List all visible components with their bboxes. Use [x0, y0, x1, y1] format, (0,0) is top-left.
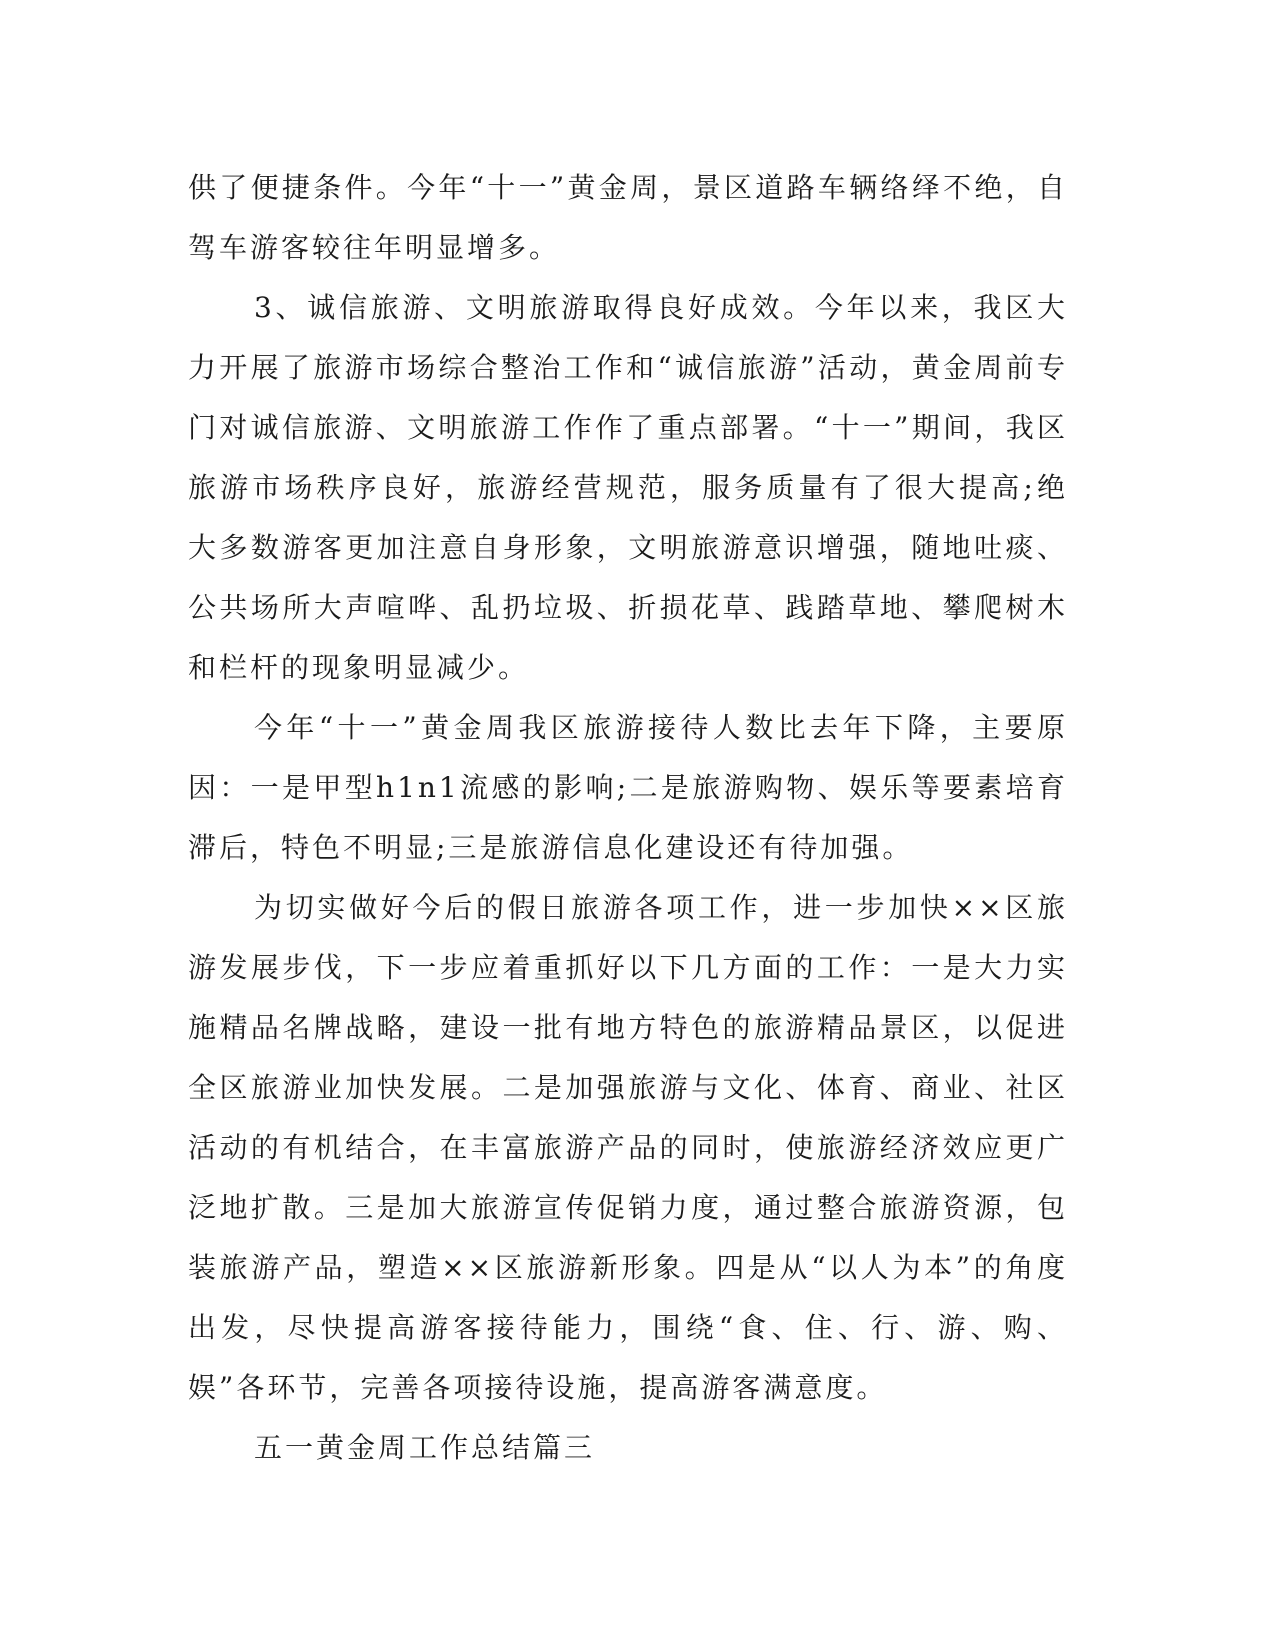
paragraph-continuation: 供了便捷条件。今年“十一”黄金周，景区道路车辆络绎不绝，自驾车游客较往年明显增多。 [188, 171, 1068, 264]
document-body [188, 158, 1068, 1478]
paragraph-integrity-tourism: 3、诚信旅游、文明旅游取得良好成效。今年以来，我区大力开展了旅游市场综合整治工作和“诚信旅游”活动，黄金周前专门对诚信旅游、文明旅游工作作了重点部署。“十一”期间，我区旅游市场秩序良好，旅游经营规范，服务质量有了很大提高;绝大多数游客更加注意自身形象，文明旅游意识增强，随地吐痰、公共场所大声喧哗、乱扔垃圾、折损花草、践踏草地、攀爬树木和栏杆的现象明显减少。 [188, 291, 1068, 684]
paragraph-visitor-decline: 今年“十一”黄金周我区旅游接待人数比去年下降，主要原因：一是甲型h1n1流感的影响;二是旅游购物、娱乐等要素培育滞后，特色不明显;三是旅游信息化建设还有待加强。 [188, 711, 1068, 864]
section-heading: 五一黄金周工作总结篇三 [254, 1431, 596, 1464]
paragraph-future-work: 为切实做好今后的假日旅游各项工作，进一步加快××区旅游发展步伐，下一步应着重抓好以下几方面的工作：一是大力实施精品名牌战略，建设一批有地方特色的旅游精品景区，以促进全区旅游业加快发展。二是加强旅游与文化、体育、商业、社区活动的有机结合，在丰富旅游产品的同时，使旅游经济效应更广泛地扩散。三是加大旅游宣传促销力度，通过整合旅游资源，包装旅游产品，塑造××区旅游新形象。四是从“以人为本”的角度出发，尽快提高游客接待能力，围绕“食、住、行、游、购、娱”各环节，完善各项接待设施，提高游客满意度。 [188, 891, 1068, 1404]
